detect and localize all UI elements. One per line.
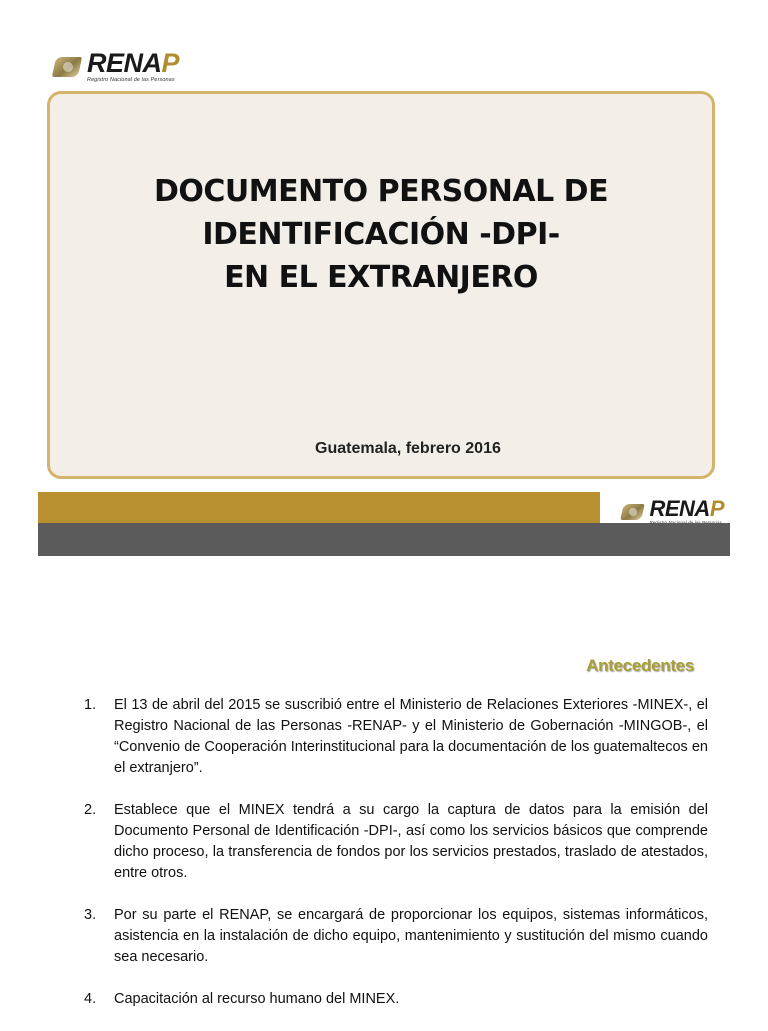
logo-tagline: Registro Nacional de las Personas bbox=[87, 77, 175, 83]
renap-logo-small bbox=[622, 498, 724, 526]
list-item bbox=[84, 800, 708, 884]
header-logo-area bbox=[600, 492, 730, 523]
title-line-3: EN EL EXTRANJERO bbox=[224, 260, 538, 295]
item-number: 1. bbox=[84, 697, 97, 713]
title-line-2: IDENTIFICACIÓN -DPI- bbox=[202, 217, 560, 252]
logo-wordmark: RENAP bbox=[87, 48, 180, 78]
list-item bbox=[84, 989, 708, 1010]
renap-emblem-icon bbox=[54, 55, 84, 79]
header-gold-band bbox=[38, 492, 600, 523]
logo-wordmark: RENAP bbox=[649, 496, 724, 521]
title-box bbox=[47, 91, 715, 479]
section-title: Antecedentes bbox=[586, 656, 694, 675]
item-number: 2. bbox=[84, 802, 97, 818]
antecedentes-list bbox=[84, 695, 708, 1031]
renap-logo bbox=[54, 50, 179, 84]
header-gray-band bbox=[38, 523, 730, 556]
title-line-1: DOCUMENTO PERSONAL DE bbox=[153, 174, 609, 209]
item-text: Por su parte el RENAP, se encargará de proporcionar los equipos, sistemas informáticos, asistencia en la instalación de dicho equipo, mantenimiento y sustitución del mismo cuando sea necesario. bbox=[114, 907, 708, 965]
list-item bbox=[84, 905, 708, 968]
list-item bbox=[84, 695, 708, 779]
slide-title bbox=[50, 170, 712, 299]
renap-emblem-icon bbox=[622, 502, 646, 522]
content-slide bbox=[38, 492, 730, 1024]
slide-subtitle: Guatemala, febrero 2016 bbox=[315, 440, 501, 457]
item-text: El 13 de abril del 2015 se suscribió entre el Ministerio de Relaciones Exteriores -MINEX-, el Registro Nacional de las Personas -RENAP- y el Ministerio de Gobernación -MINGOB-, el “Convenio de Cooperación Interinstitucional para la documentación de los guatemaltecos en el extranjero”. bbox=[114, 697, 708, 776]
item-number: 3. bbox=[84, 907, 97, 923]
item-text: Establece que el MINEX tendrá a su cargo la captura de datos para la emisión del Documento Personal de Identificación -DPI-, así como los servicios básicos que comprende dicho proceso, la transferencia de fondos por los servicios prestados, traslado de atestados, entre otros. bbox=[114, 802, 708, 881]
title-slide bbox=[38, 40, 730, 488]
item-number: 4. bbox=[84, 991, 97, 1007]
item-text: Capacitación al recurso humano del MINEX. bbox=[114, 991, 400, 1007]
